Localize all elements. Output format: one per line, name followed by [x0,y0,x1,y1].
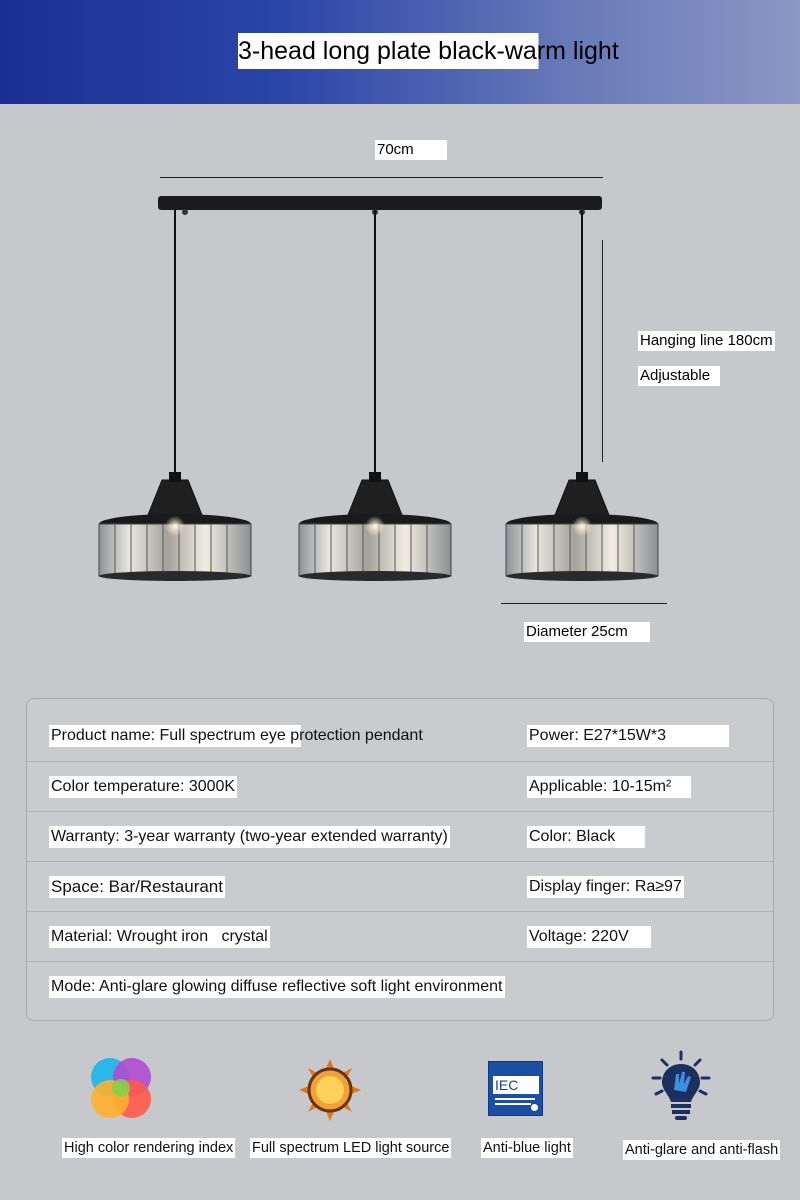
spec-warranty: Warranty: 3-year warranty (two-year extended warranty) [49,826,450,848]
feature-high-color-rendering: High color rendering index [64,1140,234,1156]
color-wheel-icon [88,1055,154,1121]
spec-product-name: Product name: Full spectrum eye protection pendant [49,725,301,747]
lightbulb-hand-icon [648,1050,714,1122]
page-title: 3-head long plate black-warm light [238,33,623,69]
pendant-lamp-illustration [90,190,670,600]
feature-anti-glare: Anti-glare and anti-flash [625,1142,779,1158]
spec-space: Space: Bar/Restaurant [51,877,223,896]
diameter-label: Diameter 25cm [524,622,650,642]
spec-voltage: Voltage: 220V [527,926,651,948]
spec-row [27,711,773,761]
lamp-shade-1 [99,472,251,581]
width-dimension-line [160,177,603,178]
spec-row [27,811,773,862]
spec-row [27,861,773,912]
header-banner [0,0,800,104]
spec-material: Material: Wrought iron crystal [49,926,270,948]
spec-color: Color: Black [527,826,645,848]
spec-display-finger: Display finger: Ra≥97 [527,876,684,898]
sun-icon [297,1057,363,1123]
spec-mode: Mode: Anti-glare glowing diffuse reflective soft light environment [49,976,505,998]
adjustable-label: Adjustable [638,366,720,386]
diameter-dimension-line [501,603,667,604]
spec-row [27,961,773,1012]
hanging-line-label: Hanging line 180cm [640,332,773,349]
spec-row [27,761,773,812]
width-label: 70cm [375,140,447,160]
iec-certificate-icon [488,1061,543,1116]
iec-text: IEC [493,1076,539,1094]
feature-full-spectrum-led: Full spectrum LED light source [252,1140,450,1156]
feature-anti-blue-light: Anti-blue light [483,1140,571,1156]
lamp-shade-2 [299,472,451,581]
lamp-shade-3 [506,472,658,581]
spec-table [26,698,774,1021]
hanging-line-dimension [602,240,603,462]
spec-row [27,911,773,962]
spec-color-temperature: Color temperature: 3000K [49,776,237,798]
spec-applicable: Applicable: 10-15m² [527,776,691,798]
spec-power: Power: E27*15W*3 [527,725,729,747]
